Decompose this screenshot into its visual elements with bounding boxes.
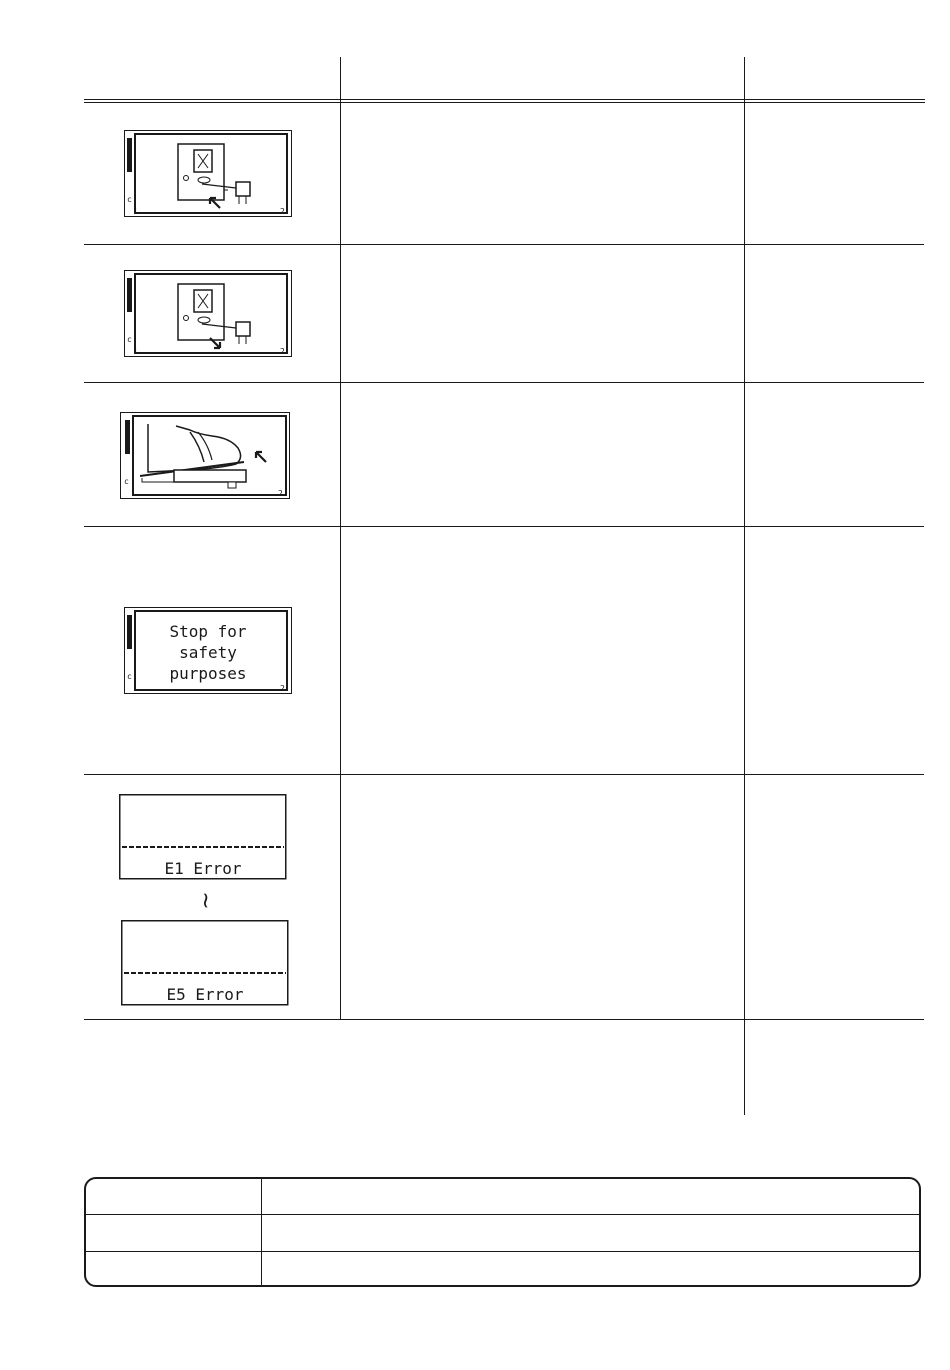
lcd-error-first	[119, 794, 287, 880]
error-last-label: E5 Error	[166, 985, 244, 1004]
message-line-2: safety	[179, 643, 237, 662]
legend-row-divider-1	[86, 1214, 919, 1215]
corner-mark-left: c	[127, 335, 132, 344]
lcd-plug-insert	[124, 130, 292, 217]
corner-mark-left: c	[127, 672, 132, 681]
corner-mark-bottom-right: 2	[278, 489, 283, 498]
row-divider-4	[84, 774, 924, 775]
error-first-label: E1 Error	[164, 859, 242, 878]
corner-mark-bottom-right: 2	[280, 684, 285, 693]
column-divider-1	[340, 57, 341, 1020]
table-header-top-rule	[84, 99, 925, 100]
column-divider-2	[744, 57, 745, 1115]
table-header-bottom-rule	[84, 102, 925, 103]
legend-row-divider-2	[86, 1251, 919, 1252]
message-line-1: Stop for	[169, 622, 247, 641]
lcd-foot-pedal	[120, 412, 290, 499]
corner-mark-bottom-right: 2	[280, 207, 285, 216]
corner-mark-left: c	[124, 477, 129, 486]
error-range-symbol: ~	[192, 891, 218, 910]
row-divider-1	[84, 244, 924, 245]
legend-column-divider	[261, 1179, 262, 1285]
message-line-3: purposes	[169, 664, 247, 683]
lcd-safety-message	[124, 607, 292, 694]
lcd-error-last	[121, 920, 289, 1006]
row-divider-3	[84, 526, 924, 527]
corner-mark-bottom-right: 2	[280, 347, 285, 356]
corner-mark-bottom-left: 1	[133, 207, 138, 216]
row-divider-2	[84, 382, 924, 383]
legend-table	[84, 1177, 921, 1287]
row-divider-5	[84, 1019, 924, 1020]
lcd-plug-remove	[124, 270, 292, 357]
corner-mark-left: c	[127, 195, 132, 204]
corner-mark-bottom-left: 1	[133, 347, 138, 356]
